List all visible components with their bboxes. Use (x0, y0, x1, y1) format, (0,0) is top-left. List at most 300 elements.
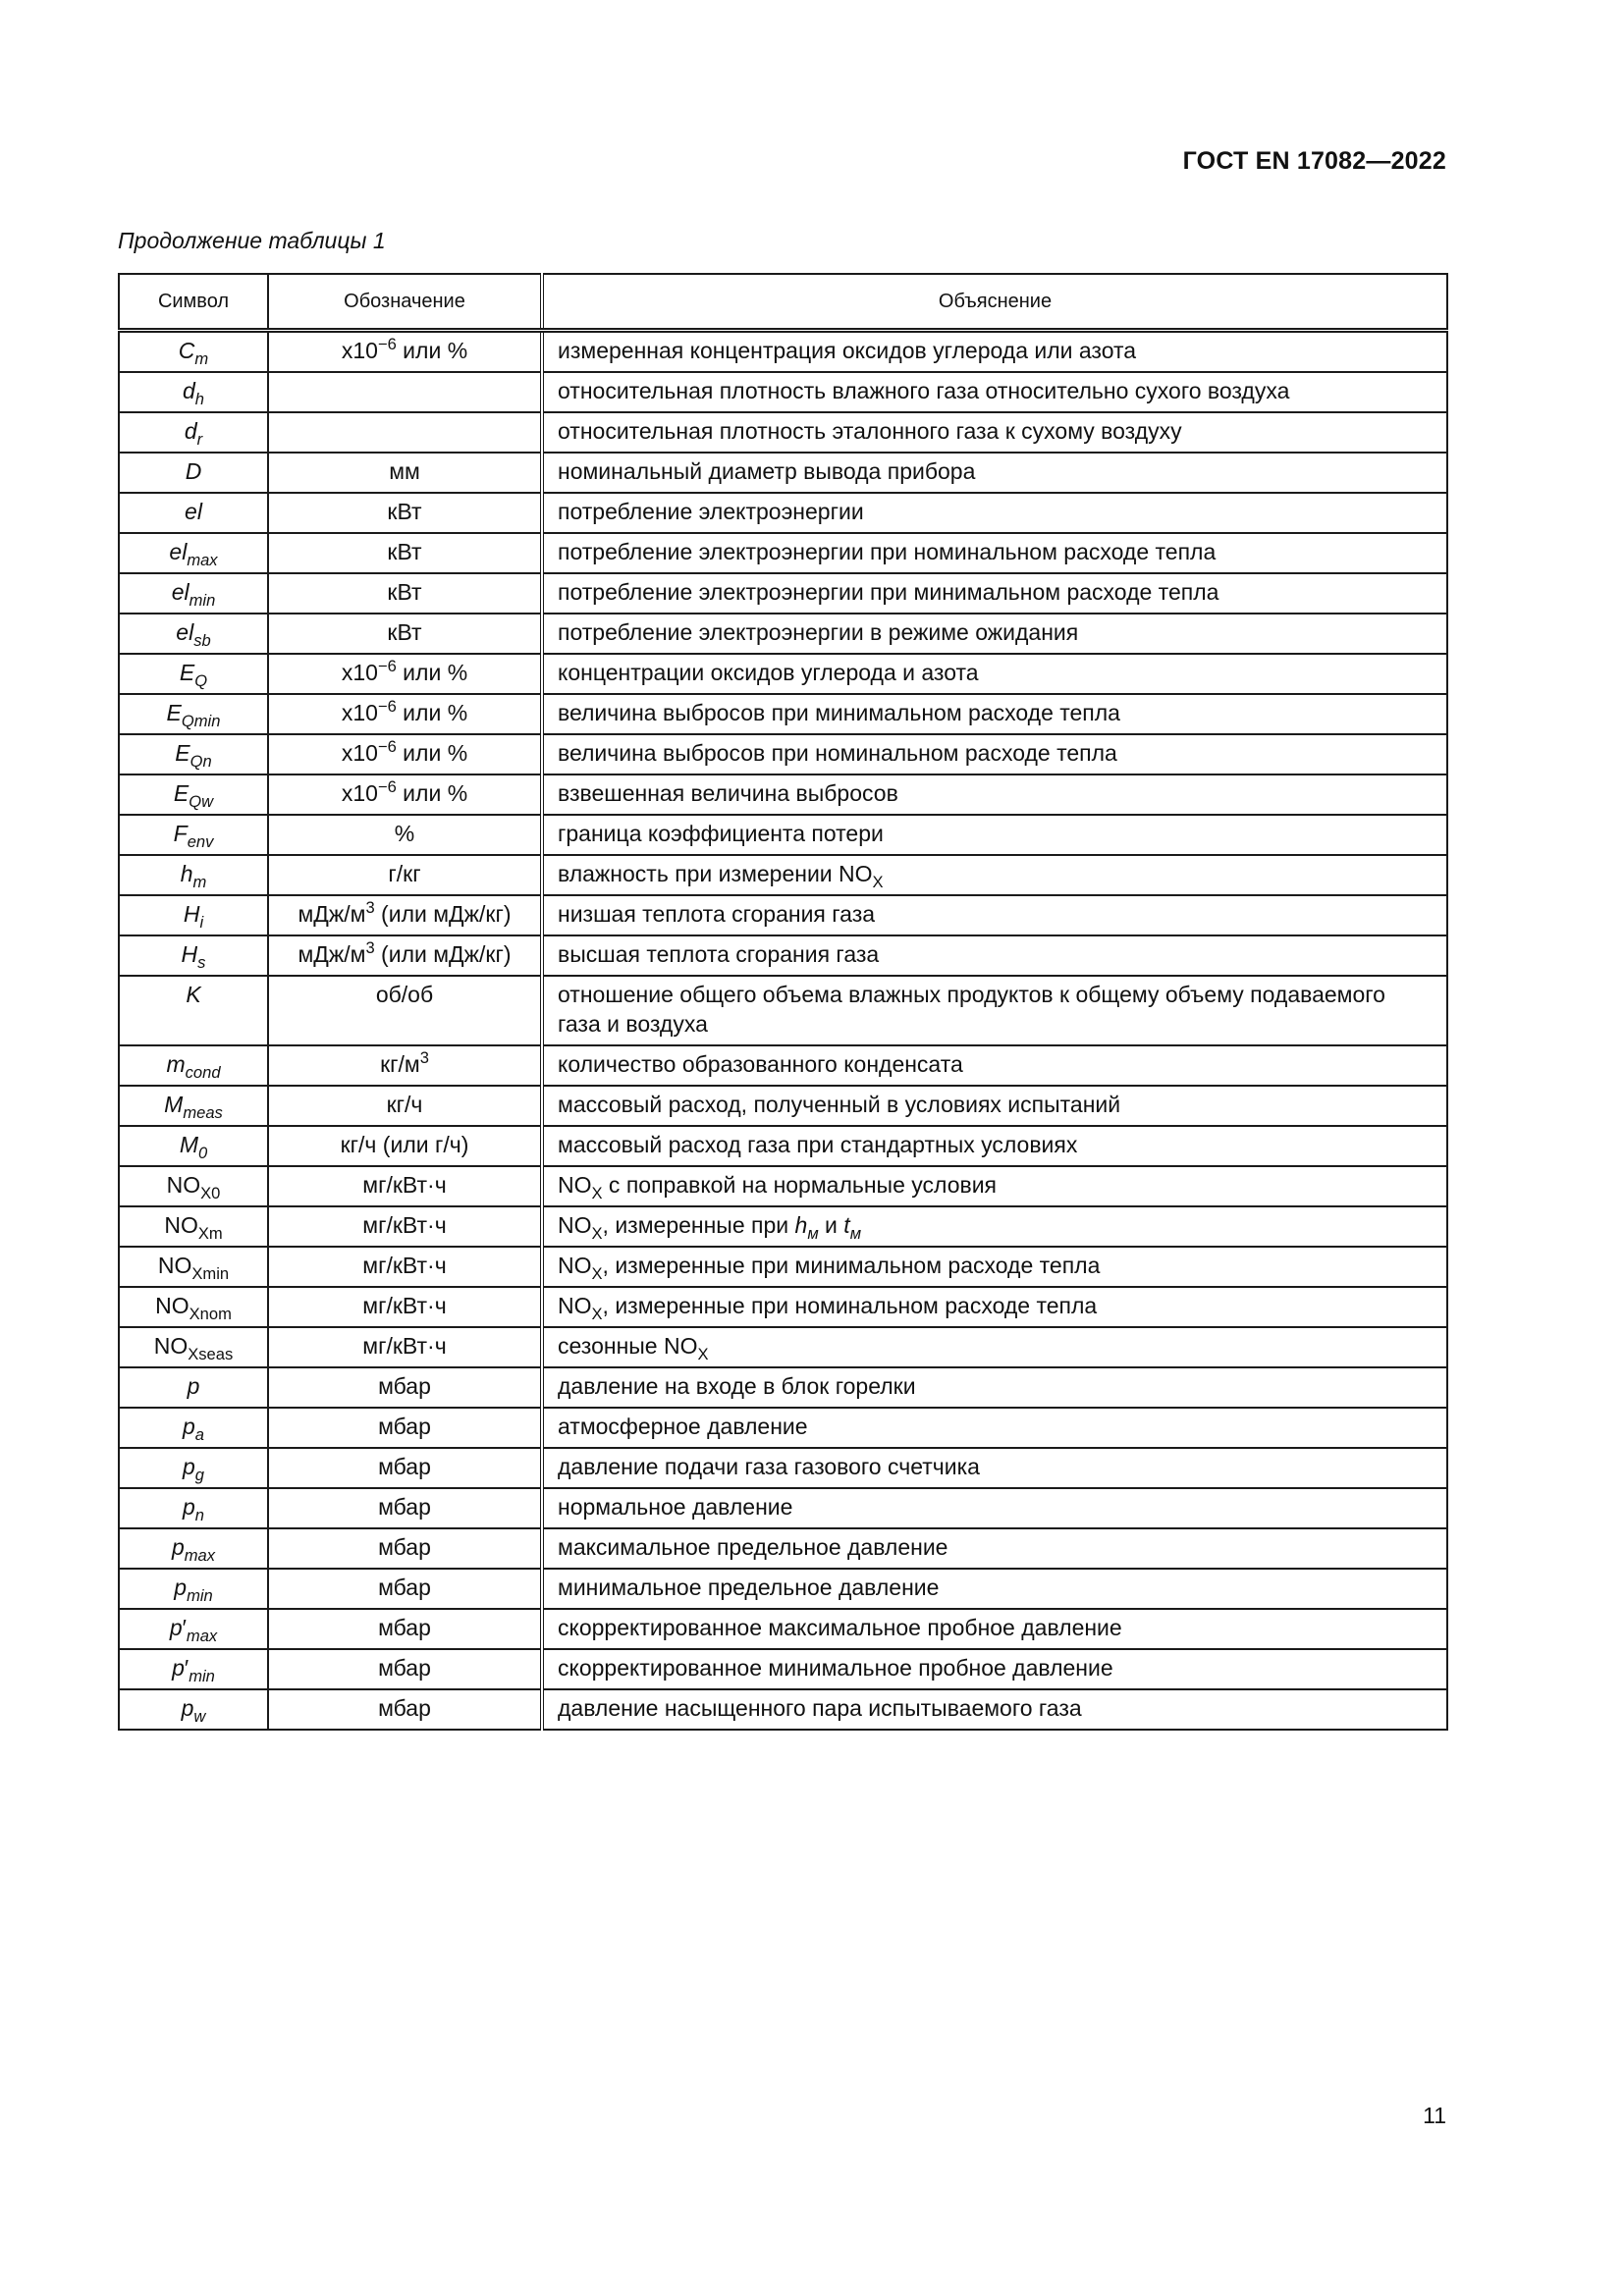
symbol-main: p (172, 1655, 185, 1681)
designation-superscript: 3 (365, 897, 375, 917)
designation-cell (268, 331, 542, 373)
symbol-main: m (166, 1051, 186, 1077)
designation-cell (268, 654, 542, 694)
table-row (119, 774, 1447, 815)
symbols-table (118, 273, 1448, 1731)
table-row (119, 1166, 1447, 1206)
symbol-cell (119, 855, 268, 895)
explanation-text: концентрации оксидов углерода и азота (558, 660, 979, 685)
symbol-main: H (183, 901, 200, 927)
symbol-cell (119, 1528, 268, 1569)
explanation-cell (542, 1488, 1447, 1528)
symbol-cell (119, 412, 268, 453)
designation-superscript: −6 (377, 656, 397, 675)
symbol-cell (119, 734, 268, 774)
table-row (119, 1367, 1447, 1408)
explanation-symbol-h: h (794, 1212, 808, 1238)
explanation-rest: , измеренные при номинальном расходе тепла (602, 1293, 1098, 1318)
symbol-cell (119, 1408, 268, 1448)
explanation-text: величина выбросов при номинальном расходе тепла (558, 740, 1117, 766)
explanation-text: относительная плотность эталонного газа к сухому воздуху (558, 418, 1182, 444)
symbol-cell (119, 1206, 268, 1247)
designation-text: мг/кВт·ч (362, 1333, 447, 1359)
symbol-subscript: min (189, 1666, 215, 1685)
designation-text: мг/кВт·ч (362, 1253, 447, 1278)
explanation-cell (542, 614, 1447, 654)
explanation-text: массовый расход газа при стандартных условиях (558, 1132, 1078, 1157)
document-code: ГОСТ EN 17082—2022 (1182, 147, 1446, 175)
symbol-subscript: Q (194, 670, 208, 690)
designation-cell (268, 976, 542, 1045)
explanation-cell (542, 774, 1447, 815)
designation-cell (268, 573, 542, 614)
designation-superscript: 3 (365, 937, 375, 957)
table-row (119, 855, 1447, 895)
symbol-subscript: a (194, 1424, 204, 1444)
designation-text: мбар (378, 1494, 431, 1520)
symbol-cell (119, 1367, 268, 1408)
designation-rest: (или мДж/кг) (374, 901, 512, 927)
symbol-cell (119, 1609, 268, 1649)
symbol-subscript: g (194, 1465, 204, 1484)
table-row (119, 815, 1447, 855)
symbol-cell (119, 895, 268, 935)
explanation-cell (542, 493, 1447, 533)
explanation-cell (542, 815, 1447, 855)
designation-cell (268, 815, 542, 855)
designation-cell (268, 1045, 542, 1086)
designation-cell (268, 1488, 542, 1528)
explanation-cell (542, 1689, 1447, 1730)
table-row (119, 533, 1447, 573)
explanation-cell (542, 1569, 1447, 1609)
designation-rest: или % (396, 660, 468, 685)
symbol-subscript: Qw (189, 791, 214, 811)
explanation-text: отношение общего объема влажных продуктов к общему объему подаваемого газа и воздуха (558, 982, 1385, 1037)
explanation-cell (542, 935, 1447, 976)
symbol-cell (119, 654, 268, 694)
table-row (119, 1488, 1447, 1528)
symbol-subscript: min (189, 590, 216, 610)
explanation-symbol-h-sub: м (807, 1223, 819, 1243)
symbol-cell (119, 1247, 268, 1287)
designation-cell (268, 493, 542, 533)
designation-text: мбар (378, 1695, 431, 1721)
symbol-main: C (178, 338, 195, 363)
symbol-cell (119, 1166, 268, 1206)
explanation-text: величина выбросов при минимальном расходе тепла (558, 700, 1120, 725)
table-row (119, 614, 1447, 654)
designation-text: % (394, 821, 415, 846)
symbol-cell (119, 815, 268, 855)
explanation-rest: , измеренные при (602, 1212, 795, 1238)
explanation-rest: с поправкой на нормальные условия (602, 1172, 998, 1198)
explanation-symbol-t: t (843, 1212, 850, 1238)
symbol-main: p (183, 1494, 195, 1520)
explanation-cell (542, 533, 1447, 573)
table-row (119, 1649, 1447, 1689)
symbol-main: p (181, 1695, 194, 1721)
symbol-subscript: min (187, 1585, 213, 1605)
table-row (119, 935, 1447, 976)
designation-text: мг/кВт·ч (362, 1212, 447, 1238)
symbol-cell (119, 573, 268, 614)
table-row (119, 1247, 1447, 1287)
explanation-cell (542, 453, 1447, 493)
symbol-main: M (164, 1092, 184, 1117)
explanation-text: максимальное предельное давление (558, 1534, 948, 1560)
designation-text: кВт (387, 499, 422, 524)
designation-text: х10 (341, 780, 378, 806)
explanation-cell (542, 1166, 1447, 1206)
symbol-main: p (187, 1373, 200, 1399)
symbol-subscript: max (186, 1626, 218, 1645)
explanation-and: и (818, 1212, 844, 1238)
symbol-subscript: Xm (197, 1223, 223, 1243)
explanation-cell (542, 734, 1447, 774)
designation-text: кг/ч (386, 1092, 423, 1117)
explanation-subscript: X (697, 1344, 709, 1363)
explanation-cell (542, 573, 1447, 614)
designation-text: мбар (378, 1454, 431, 1479)
symbol-cell (119, 935, 268, 976)
symbol-subscript: m (194, 348, 209, 368)
table-row (119, 372, 1447, 412)
symbol-subscript: max (187, 550, 218, 569)
explanation-text: потребление электроэнергии при номинальном расходе тепла (558, 539, 1217, 564)
explanation-subscript: X (591, 1263, 603, 1283)
explanation-symbol-t-sub: м (849, 1223, 862, 1243)
designation-text: об/об (375, 982, 434, 1007)
explanation-text: низшая теплота сгорания газа (558, 901, 876, 927)
symbol-main: NO (157, 1253, 192, 1278)
symbol-cell (119, 774, 268, 815)
table-row (119, 1689, 1447, 1730)
symbol-cell (119, 1086, 268, 1126)
symbol-subscript: n (194, 1505, 204, 1524)
page-number: 11 (1423, 2103, 1446, 2128)
symbol-main: p (174, 1575, 188, 1600)
symbol-main: el (171, 579, 189, 605)
symbol-subscript: Qn (189, 751, 212, 771)
designation-cell (268, 774, 542, 815)
symbol-main: h (180, 861, 193, 886)
explanation-cell (542, 855, 1447, 895)
symbol-cell (119, 372, 268, 412)
symbol-main: p (183, 1414, 195, 1439)
symbol-subscript: m (192, 872, 207, 891)
explanation-subscript: X (591, 1304, 603, 1323)
symbol-cell (119, 331, 268, 373)
explanation-text: относительная плотность влажного газа относительно сухого воздуха (558, 378, 1290, 403)
explanation-cell (542, 1528, 1447, 1569)
designation-text: мг/кВт·ч (362, 1172, 447, 1198)
designation-rest: или % (396, 338, 468, 363)
designation-cell (268, 453, 542, 493)
table-row (119, 493, 1447, 533)
symbol-main: NO (155, 1293, 189, 1318)
designation-cell (268, 895, 542, 935)
symbol-main: F (173, 821, 188, 846)
explanation-cell (542, 1448, 1447, 1488)
explanation-text: давление насыщенного пара испытываемого газа (558, 1695, 1082, 1721)
symbol-subscript: r (196, 429, 203, 449)
table-row (119, 694, 1447, 734)
explanation-text: высшая теплота сгорания газа (558, 941, 880, 967)
designation-text: мбар (378, 1575, 431, 1600)
symbol-main: E (179, 660, 195, 685)
table-row (119, 331, 1447, 373)
table-row (119, 895, 1447, 935)
designation-superscript: −6 (377, 696, 397, 716)
explanation-text: скорректированное максимальное пробное давление (558, 1615, 1122, 1640)
explanation-text: давление на входе в блок горелки (558, 1373, 916, 1399)
explanation-cell (542, 1649, 1447, 1689)
designation-cell (268, 412, 542, 453)
column-header-designation: Обозначение (268, 274, 542, 331)
designation-cell (268, 372, 542, 412)
symbol-cell (119, 1448, 268, 1488)
designation-cell (268, 1689, 542, 1730)
symbol-prime: ′ (184, 1655, 189, 1681)
symbol-main: p (183, 1454, 195, 1479)
symbol-subscript: h (194, 389, 204, 408)
explanation-cell (542, 1086, 1447, 1126)
explanation-cell (542, 1045, 1447, 1086)
explanation-text: атмосферное давление (558, 1414, 808, 1439)
explanation-text: нормальное давление (558, 1494, 793, 1520)
explanation-text: влажность при измерении NO (558, 861, 873, 886)
table-row (119, 1086, 1447, 1126)
designation-text: мбар (378, 1655, 431, 1681)
symbol-main: p (169, 1615, 183, 1640)
explanation-text: давление подачи газа газового счетчика (558, 1454, 980, 1479)
symbol-subscript: Xseas (188, 1344, 234, 1363)
table-row (119, 1287, 1447, 1327)
explanation-cell (542, 1609, 1447, 1649)
explanation-cell (542, 895, 1447, 935)
symbol-subscript: env (187, 831, 214, 851)
explanation-subscript: X (591, 1183, 603, 1202)
explanation-cell (542, 331, 1447, 373)
explanation-text: количество образованного конденсата (558, 1051, 963, 1077)
designation-cell (268, 935, 542, 976)
table-row (119, 1609, 1447, 1649)
explanation-cell (542, 1126, 1447, 1166)
table-row (119, 1327, 1447, 1367)
designation-cell (268, 1448, 542, 1488)
symbol-subscript: X0 (200, 1183, 221, 1202)
table-row (119, 976, 1447, 1045)
designation-cell (268, 1367, 542, 1408)
designation-text: кВт (387, 619, 422, 645)
table-header-row (119, 274, 1447, 331)
symbol-subscript: Xnom (189, 1304, 232, 1323)
symbol-main: E (166, 700, 182, 725)
designation-text: х10 (341, 660, 378, 685)
symbol-subscript: w (193, 1706, 206, 1726)
symbol-cell (119, 1488, 268, 1528)
designation-rest: или % (396, 780, 468, 806)
designation-cell (268, 1287, 542, 1327)
symbol-subscript: i (199, 912, 204, 932)
table-caption: Продолжение таблицы 1 (118, 228, 386, 253)
designation-cell (268, 533, 542, 573)
explanation-text: NO (558, 1212, 592, 1238)
explanation-text: минимальное предельное давление (558, 1575, 940, 1600)
designation-cell (268, 1086, 542, 1126)
symbol-cell (119, 493, 268, 533)
designation-superscript: −6 (377, 736, 397, 756)
symbol-main: d (183, 378, 195, 403)
table-body (119, 331, 1447, 1731)
symbol-cell (119, 1327, 268, 1367)
table-row (119, 453, 1447, 493)
designation-text: мбар (378, 1534, 431, 1560)
symbol-cell (119, 694, 268, 734)
designation-superscript: −6 (377, 776, 397, 796)
symbol-prime: ′ (182, 1615, 187, 1640)
table-row (119, 1448, 1447, 1488)
designation-cell (268, 1166, 542, 1206)
table-row (119, 1408, 1447, 1448)
designation-text: кг/м (380, 1051, 420, 1077)
designation-superscript: −6 (377, 334, 397, 353)
explanation-cell (542, 1247, 1447, 1287)
column-header-explanation: Объяснение (542, 274, 1447, 331)
symbol-main: H (181, 941, 198, 967)
designation-text: х10 (341, 740, 378, 766)
symbol-subscript: sb (193, 630, 211, 650)
designation-cell (268, 1327, 542, 1367)
table-row (119, 1206, 1447, 1247)
table-row (119, 1528, 1447, 1569)
symbol-subscript: 0 (197, 1143, 208, 1162)
explanation-cell (542, 654, 1447, 694)
explanation-subscript: X (872, 872, 884, 891)
explanation-text: NO (558, 1172, 592, 1198)
explanation-text: взвешенная величина выбросов (558, 780, 898, 806)
designation-cell (268, 1408, 542, 1448)
explanation-text: сезонные NO (558, 1333, 698, 1359)
explanation-cell (542, 1327, 1447, 1367)
explanation-cell (542, 1287, 1447, 1327)
explanation-text: номинальный диаметр вывода прибора (558, 458, 976, 484)
designation-cell (268, 734, 542, 774)
symbol-cell (119, 453, 268, 493)
designation-rest: или % (396, 700, 468, 725)
explanation-cell (542, 1206, 1447, 1247)
explanation-rest: , измеренные при минимальном расходе тепла (602, 1253, 1101, 1278)
explanation-cell (542, 976, 1447, 1045)
explanation-cell (542, 1367, 1447, 1408)
designation-cell (268, 614, 542, 654)
symbol-main: NO (153, 1333, 189, 1359)
symbol-main: E (173, 780, 189, 806)
table-row (119, 654, 1447, 694)
symbol-cell (119, 1569, 268, 1609)
symbol-main: D (185, 458, 202, 484)
designation-superscript: 3 (419, 1047, 429, 1067)
designation-text: мбар (378, 1373, 431, 1399)
designation-cell (268, 1569, 542, 1609)
explanation-text: NO (558, 1293, 592, 1318)
symbol-subscript: cond (185, 1062, 221, 1082)
designation-text: мбар (378, 1615, 431, 1640)
designation-rest: или % (396, 740, 468, 766)
explanation-text: потребление электроэнергии в режиме ожидания (558, 619, 1079, 645)
symbol-subscript: max (184, 1545, 216, 1565)
symbol-cell (119, 1045, 268, 1086)
symbol-subscript: Qmin (181, 711, 221, 730)
designation-text: мм (389, 458, 420, 484)
explanation-text: граница коэффициента потери (558, 821, 884, 846)
table-row (119, 1045, 1447, 1086)
column-header-symbol: Символ (119, 274, 268, 331)
symbol-main: el (169, 539, 188, 564)
symbol-cell (119, 1689, 268, 1730)
explanation-text: измеренная концентрация оксидов углерода или азота (558, 338, 1137, 363)
designation-text: мбар (378, 1414, 431, 1439)
designation-cell (268, 694, 542, 734)
explanation-text: потребление электроэнергии (558, 499, 864, 524)
symbol-subscript: meas (183, 1102, 223, 1122)
symbol-cell (119, 1126, 268, 1166)
symbol-cell (119, 976, 268, 1045)
explanation-cell (542, 1408, 1447, 1448)
symbol-cell (119, 1649, 268, 1689)
symbol-main: p (171, 1534, 185, 1560)
designation-text: х10 (341, 700, 378, 725)
designation-text: мДж/м (298, 941, 366, 967)
designation-text: х10 (341, 338, 378, 363)
designation-cell (268, 1247, 542, 1287)
symbol-main: d (184, 418, 197, 444)
table-row (119, 1569, 1447, 1609)
designation-text: г/кг (388, 861, 421, 886)
designation-cell (268, 1126, 542, 1166)
symbol-main: K (186, 982, 201, 1007)
designation-cell (268, 1528, 542, 1569)
explanation-cell (542, 372, 1447, 412)
table-row (119, 734, 1447, 774)
designation-text: кг/ч (или г/ч) (340, 1132, 469, 1157)
explanation-text: NO (558, 1253, 592, 1278)
table-row (119, 573, 1447, 614)
symbol-main: E (175, 740, 190, 766)
symbol-main: el (185, 499, 202, 524)
designation-rest: (или мДж/кг) (374, 941, 512, 967)
explanation-subscript: X (591, 1223, 603, 1243)
symbol-cell (119, 614, 268, 654)
designation-text: мг/кВт·ч (362, 1293, 447, 1318)
explanation-text: массовый расход, полученный в условиях испытаний (558, 1092, 1121, 1117)
designation-text: кВт (387, 539, 422, 564)
symbol-main: M (179, 1132, 198, 1157)
symbol-cell (119, 533, 268, 573)
designation-cell (268, 1206, 542, 1247)
explanation-cell (542, 694, 1447, 734)
symbol-main: el (176, 619, 194, 645)
explanation-cell (542, 412, 1447, 453)
symbol-subscript: s (197, 952, 206, 972)
designation-text: кВт (387, 579, 422, 605)
symbol-cell (119, 1287, 268, 1327)
symbol-subscript: Xmin (191, 1263, 230, 1283)
designation-cell (268, 1609, 542, 1649)
table-row (119, 412, 1447, 453)
symbol-main: NO (166, 1172, 201, 1198)
